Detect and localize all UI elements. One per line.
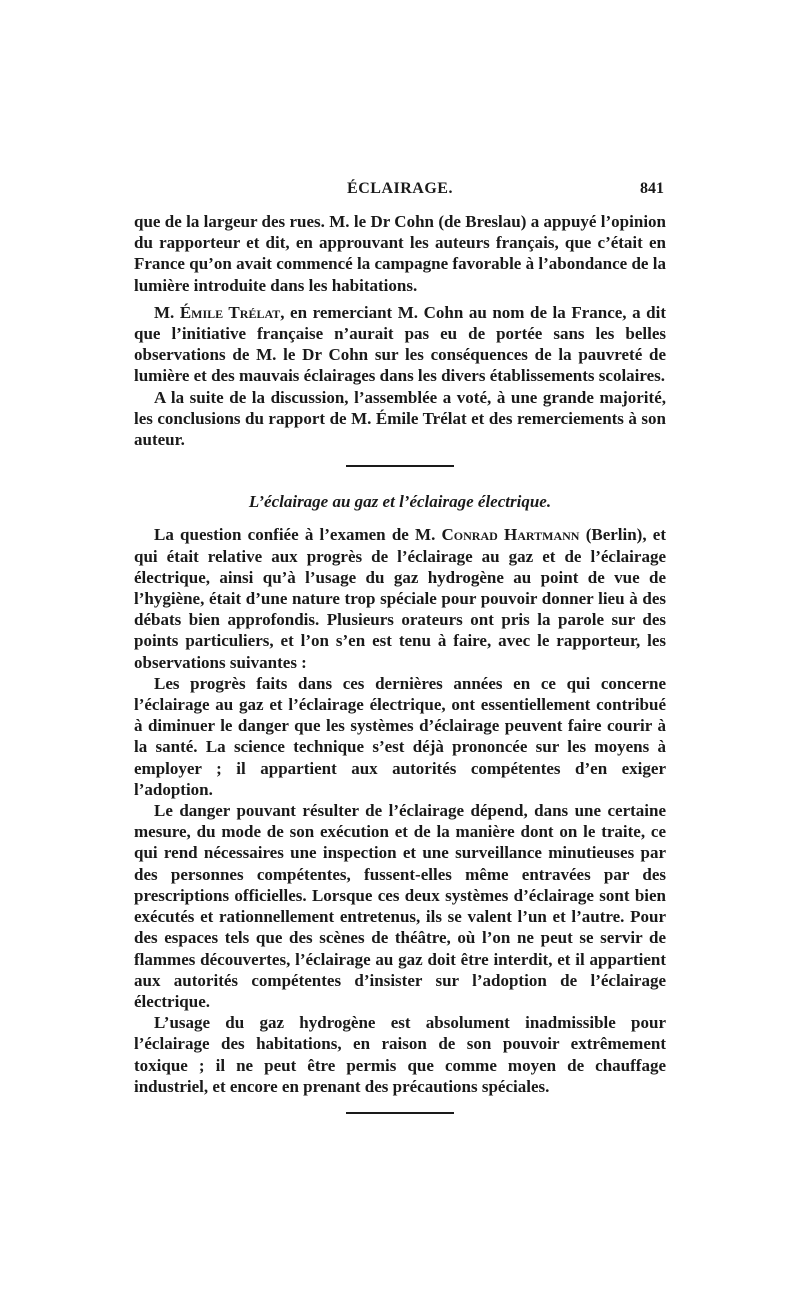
paragraph-hydrogen: L’usage du gaz hydrogène est absolument inadmissible pour l’éclairage des habitations, en raison de son pouvoir extrêmement toxique ; il ne peut être permis que comme moyen de chauffage industriel, et encore en prenant des précautions spéciales. (134, 1013, 666, 1096)
speaker-name: M. Émile Trélat (154, 302, 281, 322)
paragraph-vote: A la suite de la discussion, l’assemblée a voté, à une grande majorité, les conclusions du rapport de M. Émile Trélat et des remerciements à son auteur. (134, 387, 666, 450)
section-divider (346, 465, 454, 467)
paragraph-progress: Les progrès faits dans ces dernières années en ce qui concerne l’éclairage au gaz et l’éclairage électrique, ont essentiellement contribué à diminuer le danger que les systèmes d’éclairage peuvent faire courir à la santé. La science technique s’est déjà prononcée sur les moyens à employer ; il appartient aux autorités compétentes d’en exiger l’adoption. (134, 673, 666, 799)
page-body (134, 211, 666, 1114)
paragraph-text: , en remerciant M. Cohn au nom de la France, a dit que l’initiative française n’aurait pas eu de portée sans les belles observations de M. le Dr Cohn sur les conséquences de la pauvreté de lumière et des mauvais éclairages dans les divers établissements scolaires. (134, 302, 667, 386)
paragraph-danger: Le danger pouvant résulter de l’éclairage dépend, dans une certaine mesure, du mode de son exécution et de la manière dont on le traite, ce qui rend nécessaires une inspection et une surveillance minutieuses par des personnes compétentes, fussent-elles même entravées par des prescriptions officielles. Lorsque ces deux systèmes d’éclairage sont bien exécutés et rationnellement entretenus, ils se valent l’un et l’autre. Pour des espaces tels que des scènes de théâtre, où l’on ne peut se servir de flammes découvertes, l’éclairage au gaz doit être interdit, et il appartient aux autorités compétentes d’insister sur l’adoption de l’éclairage électrique. (134, 801, 666, 1011)
section-title: L’éclairage au gaz et l’éclairage électrique. (248, 492, 552, 512)
paragraph-text-before: La question confiée à l’examen de M. (154, 525, 442, 545)
paragraph-trelat (134, 302, 666, 387)
page-header (134, 180, 666, 204)
running-title: ÉCLAIRAGE. (347, 180, 453, 197)
paragraph-continuation: que de la largeur des rues. M. le Dr Cohn (de Breslau) a appuyé l’opinion du rapporteur et dit, en approuvant les auteurs français, que c’était en France qu’on avait commencé la campagne favorable à l’abondance de la lumière introduite dans les habitations. (134, 212, 666, 295)
page-number: 841 (640, 180, 664, 197)
paragraph-text-after: (Berlin), et qui était relative aux progrès de l’éclairage au gaz et de l’éclairage électrique, ainsi qu’à l’usage du gaz hydrogène au point de vue de l’hygiène, était d’une nature trop spéciale pour pouvoir donner lieu à des débats bien approfondis. Plusieurs orateurs ont pris la parole sur des points particuliers, et l’on s’en est tenu à faire, avec le rapporteur, les observations suivantes : (134, 525, 666, 672)
end-divider (346, 1112, 454, 1114)
rapporteur-name: Conrad Hartmann (441, 525, 580, 545)
paragraph-intro (134, 524, 666, 672)
